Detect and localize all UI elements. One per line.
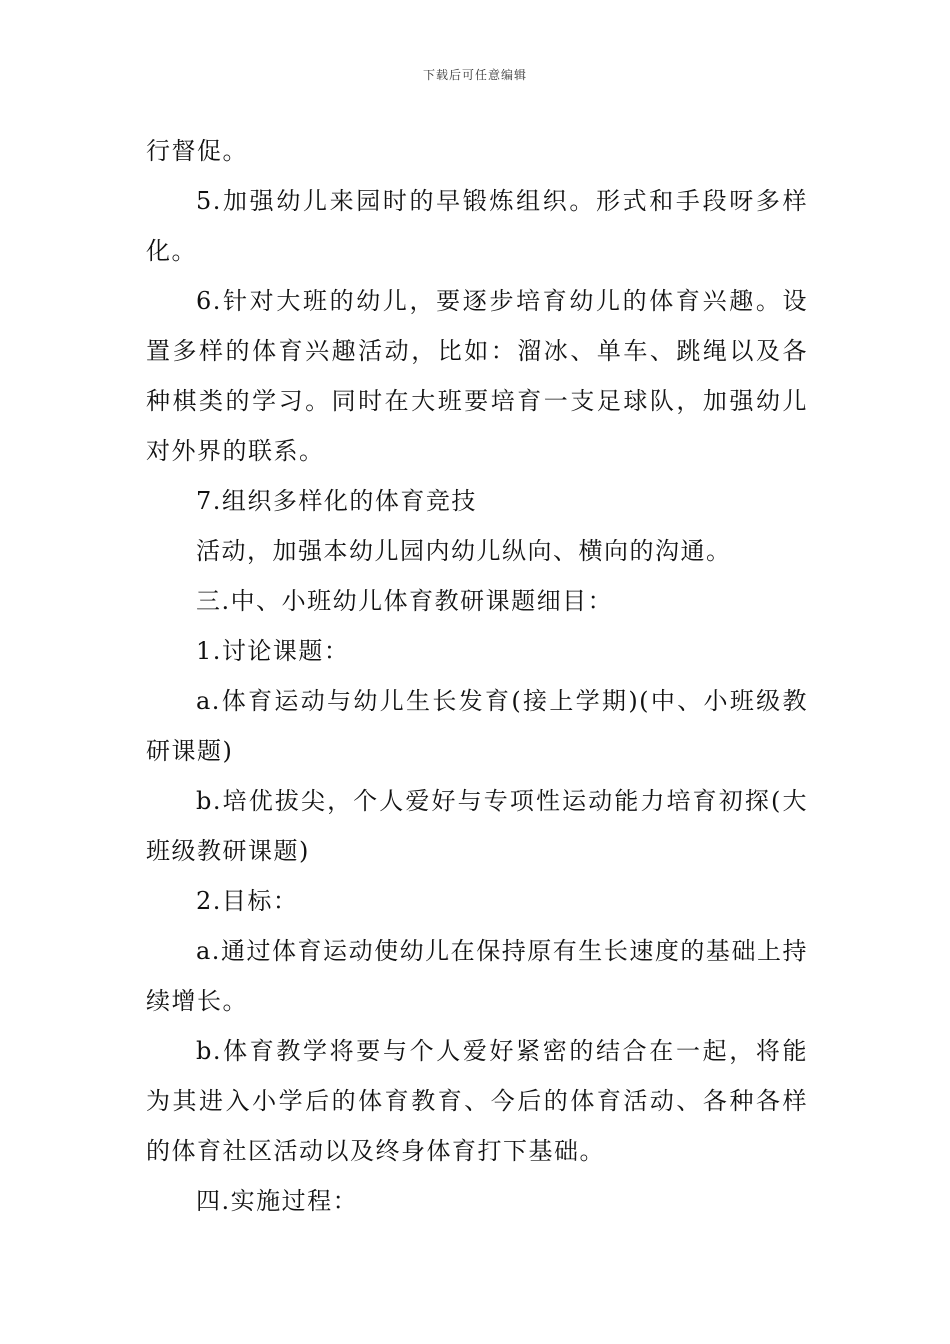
page-header-note: 下载后可任意编辑 — [422, 68, 527, 82]
topic-b: b.培优拔尖，个人爱好与专项性运动能力培育初探(大班级教研课题) — [146, 787, 808, 865]
subheading-topics: 1.讨论课题： — [196, 637, 350, 665]
topic-a: a.体育运动与幼儿生长发育(接上学期)(中、小班级教研课题) — [146, 687, 808, 765]
section-heading-3: 三.中、小班幼儿体育教研课题细目： — [196, 587, 614, 615]
subheading-goals: 2.目标： — [196, 887, 299, 915]
document-body — [146, 126, 808, 1226]
section-heading-4: 四.实施过程： — [196, 1187, 359, 1215]
paragraph-item-7: 7.组织多样化的体育竞技 — [196, 487, 477, 515]
paragraph-continuation: 行督促。 — [146, 137, 248, 165]
paragraph-item-7-continuation: 活动，加强本幼儿园内幼儿纵向、横向的沟通。 — [196, 537, 732, 565]
paragraph-item-5: 5.加强幼儿来园时的早锻炼组织。形式和手段呀多样化。 — [146, 187, 808, 265]
goal-b: b.体育教学将要与个人爱好紧密的结合在一起，将能为其进入小学后的体育教育、今后的体育活动、各种各样的体育社区活动以及终身体育打下基础。 — [146, 1037, 808, 1165]
goal-a: a.通过体育运动使幼儿在保持原有生长速度的基础上持续增长。 — [146, 937, 808, 1015]
paragraph-item-6: 6.针对大班的幼儿，要逐步培育幼儿的体育兴趣。设置多样的体育兴趣活动，比如：溜冰、单车、跳绳以及各种棋类的学习。同时在大班要培育一支足球队，加强幼儿对外界的联系。 — [146, 287, 808, 465]
